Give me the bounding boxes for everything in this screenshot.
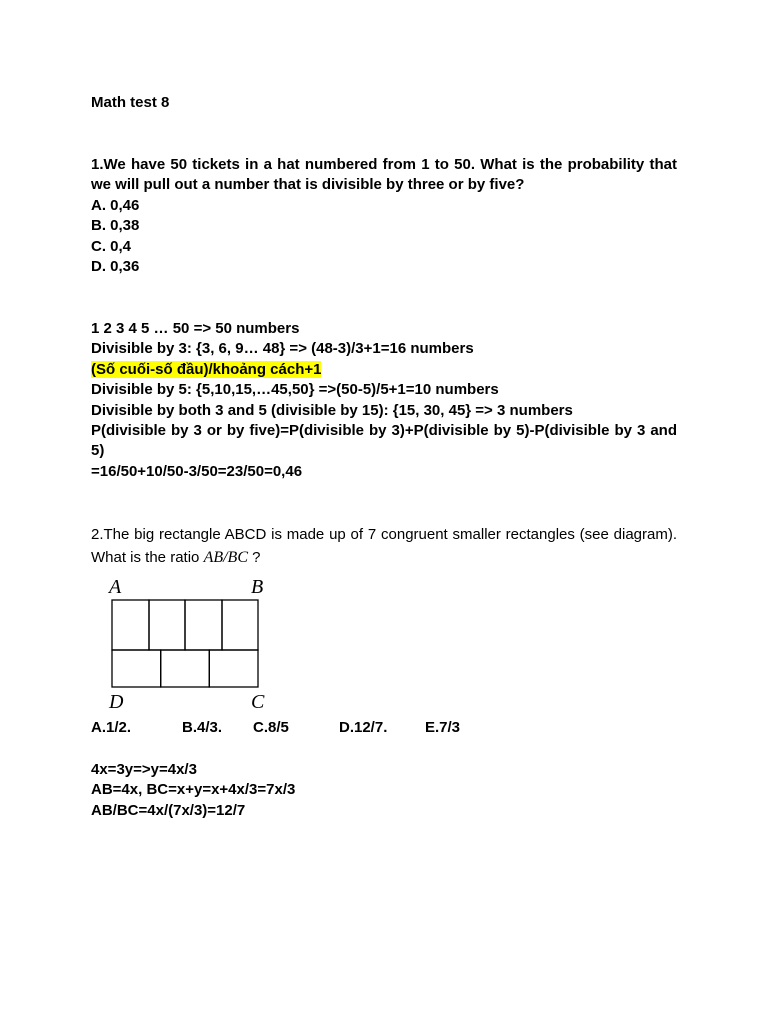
question-1-text: 1.We have 50 tickets in a hat numbered from 1 to 50. What is the probability that we will pull out a number that is divisible by three or by five?: [91, 156, 677, 194]
small-rectangle: [161, 650, 210, 687]
question-1: [91, 155, 677, 277]
small-rectangle: [112, 650, 161, 687]
solution-line: Divisible by both 3 and 5 (divisible by 15): {15, 30, 45} => 3 numbers: [91, 401, 573, 419]
solution-line: Divisible by 5: {5,10,15,…45,50} =>(50-5)/5+1=10 numbers: [91, 381, 499, 399]
solution-line: 1 2 3 4 5 … 50 => 50 numbers: [91, 320, 300, 337]
small-rectangle: [209, 650, 258, 687]
question-2-options: [91, 718, 677, 738]
document-title: Math test 8: [91, 94, 170, 111]
highlighted-formula: (Số cuối-số đầu)/khoảng cách+1: [91, 360, 322, 378]
solution-line: Divisible by 3: {3, 6, 9… 48} => (48-3)/3+1=16 numbers: [91, 340, 474, 358]
solution-line: =16/50+10/50-3/50=23/50=0,46: [91, 462, 303, 480]
option-b: B. 0,38: [91, 217, 140, 235]
small-rectangle: [185, 600, 222, 650]
question-2-prompt: 2.The big rectangle ABCD is made up of 7 congruent smaller rectangles (see diagram). What is the ratio: [91, 526, 677, 566]
solution-line: 4x=3y=>y=4x/3: [91, 761, 197, 778]
option-c: C.8/5: [253, 719, 289, 736]
solution-line: AB=4x, BC=x+y=x+4x/3=7x/3: [91, 781, 296, 799]
option-a: A.1/2.: [91, 719, 132, 736]
option-d: D. 0,36: [91, 258, 140, 276]
ratio-expression: AB/BC: [203, 548, 248, 566]
vertex-label-d: D: [109, 691, 124, 713]
solution-line: AB/BC=4x/(7x/3)=12/7: [91, 801, 246, 819]
option-b: B.4/3.: [182, 719, 223, 736]
vertex-label-a: A: [109, 576, 122, 598]
solution-1: [91, 319, 677, 482]
option-a: A. 0,46: [91, 196, 140, 214]
option-d: D.12/7.: [339, 719, 388, 736]
question-2-suffix: ?: [248, 548, 261, 566]
small-rectangle: [222, 600, 258, 650]
solution-2: [91, 760, 295, 821]
rectangle-diagram: [106, 575, 276, 713]
solution-line: P(divisible by 3 or by five)=P(divisible by 3)+P(divisible by 5)-P(divisible by 3 and 5): [91, 422, 677, 460]
small-rectangle: [112, 600, 149, 650]
vertex-label-b: B: [251, 576, 264, 598]
option-c: C. 0,4: [91, 237, 132, 255]
question-2-text: [91, 524, 677, 569]
vertex-label-c: C: [251, 691, 265, 713]
small-rectangle: [149, 600, 185, 650]
option-e: E.7/3: [425, 719, 461, 736]
